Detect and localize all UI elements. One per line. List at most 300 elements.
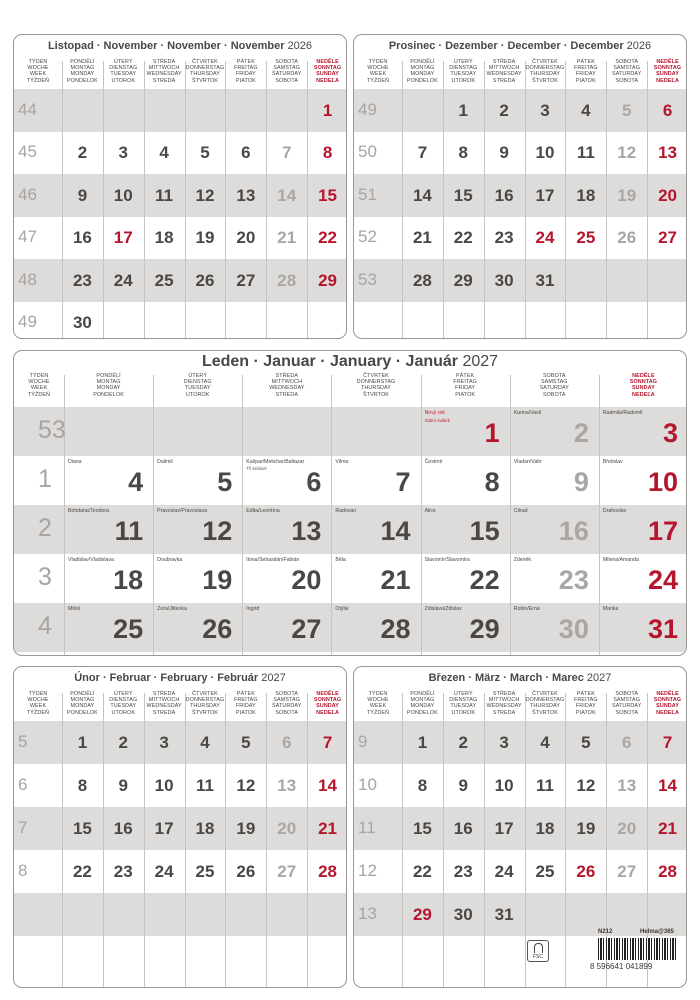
nameday-label: Doubravka	[157, 557, 183, 563]
day-cell[interactable]: 21	[277, 228, 297, 248]
day-cell[interactable]: 28	[318, 862, 338, 881]
day-cell[interactable]: 1	[484, 418, 500, 448]
day-cell[interactable]: 13	[617, 776, 637, 795]
nameday-label: Ingrid	[246, 606, 260, 612]
month-title-names: Listopad · November · November · November	[47, 40, 288, 52]
nameday-label: Dalimil	[157, 459, 173, 465]
nameday-label: Vilma	[335, 459, 349, 465]
week-header-label: WEEK	[369, 71, 387, 78]
nameday-label: Ctirad	[513, 508, 528, 514]
day-header-label: PONDĚLÍ	[96, 373, 121, 379]
day-cell[interactable]: 20	[236, 228, 256, 248]
day-cell[interactable]: 11	[535, 776, 554, 795]
day-header-label: ČTVRTEK	[532, 59, 558, 65]
day-header-label: SAMSTAG	[273, 65, 301, 72]
day-header-label: MONTAG	[410, 697, 435, 704]
day-header-label: FREITAG	[234, 65, 258, 72]
week-header-label: WEEK	[30, 385, 48, 392]
day-cell[interactable]: 22	[412, 862, 432, 881]
day-header-label: NEDĚLE	[316, 691, 339, 697]
day-cell[interactable]: 23	[558, 565, 589, 595]
day-cell[interactable]: 1	[322, 100, 333, 120]
day-header-label: ŠTVRTOK	[532, 77, 558, 84]
day-cell[interactable]: 16	[113, 819, 133, 838]
month-title-names: Březen · März · March · Marec	[428, 672, 587, 684]
day-header-label: TUESDAY	[184, 385, 211, 392]
day-cell[interactable]: 17	[535, 185, 555, 205]
day-header-label: SUNDAY	[316, 71, 339, 78]
day-header-label: SONNTAG	[653, 697, 682, 704]
day-cell[interactable]: 22	[469, 565, 500, 595]
day-header-1	[443, 59, 484, 84]
day-cell[interactable]: 6	[662, 100, 673, 120]
nameday-label: Radovan	[335, 508, 357, 514]
day-cell[interactable]: 2	[499, 100, 509, 120]
day-cell[interactable]: 12	[576, 776, 596, 795]
day-cell[interactable]: 13	[236, 185, 256, 205]
row-band	[14, 89, 347, 132]
day-cell[interactable]: 27	[658, 228, 678, 248]
day-cell[interactable]: 17	[154, 819, 174, 838]
day-cell[interactable]: 27	[291, 614, 322, 644]
day-header-5	[606, 59, 647, 84]
month-panel-dec-2026	[353, 34, 687, 339]
day-header-label: NEDEĽA	[316, 77, 339, 84]
day-header-label: MONDAY	[410, 71, 435, 78]
day-cell[interactable]: 8	[484, 467, 500, 497]
day-cell[interactable]: 24	[494, 862, 514, 881]
day-cell[interactable]: 5	[200, 143, 210, 163]
day-header-5	[266, 691, 307, 716]
day-cell[interactable]: 9	[458, 776, 468, 795]
day-header-label: PONDELOK	[407, 77, 438, 84]
day-header-label: SAMSTAG	[613, 65, 641, 72]
day-cell[interactable]: 7	[395, 467, 411, 497]
day-header-3	[185, 59, 226, 84]
day-header-label: SOBOTA	[275, 709, 299, 716]
day-header-label: PIATOK	[575, 77, 596, 84]
day-cell[interactable]: 28	[380, 614, 411, 644]
month-title-year: 2027	[462, 353, 499, 370]
day-cell[interactable]: 17	[494, 819, 514, 838]
day-cell[interactable]: 24	[647, 565, 678, 595]
day-cell[interactable]: 15	[453, 185, 473, 205]
day-cell[interactable]: 2	[118, 733, 128, 752]
day-header-label: SATURDAY	[539, 385, 569, 392]
day-cell[interactable]: 30	[453, 905, 473, 924]
week-header-label: TÝDEN	[29, 373, 49, 379]
week-number: 46	[18, 184, 37, 204]
day-cell[interactable]: 3	[159, 733, 169, 752]
day-cell[interactable]: 13	[658, 143, 678, 163]
day-cell[interactable]: 29	[318, 270, 338, 290]
day-cell[interactable]: 10	[113, 185, 133, 205]
day-cell[interactable]: 4	[581, 100, 591, 120]
day-cell[interactable]: 14	[380, 516, 411, 546]
day-cell[interactable]: 30	[558, 614, 589, 644]
day-cell[interactable]: 19	[202, 565, 233, 595]
day-cell[interactable]: 13	[291, 516, 322, 546]
day-cell[interactable]: 2	[77, 143, 88, 163]
day-header-label: PÁTEK	[236, 691, 255, 697]
day-cell[interactable]: 3	[499, 733, 509, 752]
week-header-label: TÝŽDEŇ	[366, 77, 390, 84]
day-header-label: ČTVRTEK	[363, 373, 389, 379]
day-header-label: PONDĚLÍ	[70, 59, 95, 65]
day-header-label: FRIDAY	[235, 703, 256, 710]
day-header-label: ŠTVRTOK	[532, 709, 558, 716]
column-divider	[599, 375, 600, 656]
day-header-label: WEDNESDAY	[146, 71, 182, 78]
day-cell[interactable]: 6	[621, 733, 632, 752]
week-header-label: WOCHE	[367, 697, 389, 704]
day-cell[interactable]: 27	[236, 270, 256, 290]
day-cell[interactable]: 4	[200, 733, 210, 752]
day-cell[interactable]: 6	[241, 143, 251, 163]
week-header-label: WOCHE	[28, 379, 50, 386]
day-cell[interactable]: 8	[77, 776, 88, 795]
day-cell[interactable]: 9	[573, 467, 589, 497]
day-cell[interactable]: 6	[306, 467, 322, 497]
day-cell[interactable]: 22	[453, 228, 473, 248]
day-cell[interactable]: 11	[576, 143, 595, 163]
day-cell[interactable]: 11	[155, 185, 174, 205]
day-cell[interactable]: 7	[662, 733, 673, 752]
week-number: 3	[38, 563, 52, 591]
day-header-label: TUESDAY	[450, 703, 477, 710]
week-header-label: TÝŽDEŇ	[26, 709, 50, 716]
day-header-5	[510, 373, 599, 398]
day-cell[interactable]: 12	[202, 516, 233, 546]
month-panel-feb-2027	[13, 666, 347, 988]
nameday-label: Zora/Jitlenka	[157, 606, 187, 612]
month-title	[354, 40, 686, 52]
day-cell[interactable]: 3	[118, 143, 128, 163]
day-header-label: SAMSTAG	[540, 379, 568, 386]
day-header-1	[153, 373, 242, 398]
day-header-label: STREDA	[492, 709, 516, 716]
day-cell[interactable]: 16	[72, 228, 92, 248]
day-header-label: WEDNESDAY	[146, 703, 182, 710]
day-header-4	[225, 59, 266, 84]
day-cell[interactable]: 18	[195, 819, 215, 838]
day-cell[interactable]: 10	[154, 776, 174, 795]
day-header-label: SAMSTAG	[613, 697, 641, 704]
day-cell[interactable]: 19	[576, 819, 596, 838]
day-header-label: NEDĚLE	[656, 691, 679, 697]
column-divider	[331, 375, 332, 656]
day-header-label: FRIDAY	[455, 385, 476, 392]
day-cell[interactable]: 20	[291, 565, 322, 595]
day-header-label: NEDĚLE	[656, 59, 679, 65]
nameday-label: Vladislav/Vladislava	[68, 557, 114, 563]
brand-name: Helma@365	[640, 929, 674, 935]
week-header-label: WOCHE	[27, 65, 49, 72]
day-cell[interactable]: 2	[573, 418, 589, 448]
week-number: 9	[358, 732, 368, 751]
day-cell[interactable]: 20	[277, 819, 297, 838]
day-cell[interactable]: 22	[318, 228, 338, 248]
day-cell[interactable]: 28	[412, 270, 432, 290]
day-cell[interactable]: 8	[458, 143, 468, 163]
nameday-label: Miloš	[68, 606, 81, 612]
day-cell[interactable]: 14	[658, 776, 678, 795]
day-cell[interactable]: 5	[241, 733, 251, 752]
day-cell[interactable]: 11	[114, 516, 144, 546]
day-cell[interactable]: 7	[417, 143, 428, 163]
day-header-label: DIENSTAG	[449, 697, 478, 704]
day-cell[interactable]: 18	[576, 185, 596, 205]
day-header-label: NEDEĽA	[632, 391, 655, 398]
day-header-6	[307, 691, 347, 716]
day-cell[interactable]: 27	[617, 862, 637, 881]
day-cell[interactable]: 6	[281, 733, 292, 752]
fsc-label: FSC	[533, 954, 543, 960]
nameday-label: Kašpar/Melichar/Baltazar	[246, 459, 305, 465]
day-cell[interactable]: 4	[128, 467, 144, 497]
day-header-label: SUNDAY	[316, 703, 339, 710]
day-cell[interactable]: 9	[77, 185, 88, 205]
week-number: 49	[18, 312, 37, 332]
nameday-label: Slavomír/Slavomíra	[424, 557, 470, 563]
day-cell[interactable]: 30	[72, 313, 92, 333]
day-header-label: STREDA	[152, 77, 176, 84]
day-cell[interactable]: 4	[159, 143, 169, 163]
nameday-label: Marika	[602, 606, 619, 612]
day-cell[interactable]: 5	[581, 733, 591, 752]
nameday-label: Nový rok	[424, 410, 446, 416]
day-header-3	[185, 691, 226, 716]
week-header-label: WOCHE	[367, 65, 389, 72]
barcode	[598, 938, 676, 960]
day-cell[interactable]: 14	[277, 185, 297, 205]
day-header-label: MITTWOCH	[271, 379, 303, 386]
day-cell[interactable]: 31	[494, 905, 514, 924]
day-cell[interactable]: 21	[412, 228, 432, 248]
day-header-0	[62, 691, 103, 716]
day-cell[interactable]: 5	[621, 100, 632, 120]
day-cell[interactable]: 22	[72, 862, 92, 881]
day-cell[interactable]: 26	[617, 228, 637, 248]
day-header-label: ŠTVRTOK	[192, 77, 218, 84]
day-cell[interactable]: 26	[236, 862, 256, 881]
day-cell[interactable]: 25	[195, 862, 215, 881]
day-cell[interactable]: 29	[412, 905, 432, 924]
nameday-label: Čestmír	[424, 459, 443, 465]
day-header-label: ÚTERÝ	[453, 691, 473, 697]
week-number: 1	[38, 465, 52, 493]
week-number: 53	[358, 269, 377, 289]
nameday-label: Karina/Vasil	[513, 410, 541, 416]
day-cell[interactable]: 12	[236, 776, 256, 795]
day-header-2	[144, 59, 185, 84]
day-cell[interactable]: 9	[499, 143, 509, 163]
day-cell[interactable]: 10	[647, 467, 678, 497]
day-cell[interactable]: 24	[535, 228, 555, 248]
week-header-label: TÝDEN	[28, 691, 48, 697]
day-cell[interactable]: 25	[576, 228, 596, 248]
day-header-label: PONDĚLÍ	[410, 691, 435, 697]
day-header-label: SATURDAY	[272, 703, 302, 710]
day-header-label: MONTAG	[70, 65, 95, 72]
day-header-label: MONDAY	[410, 703, 435, 710]
day-cell[interactable]: 16	[494, 185, 514, 205]
column-divider	[421, 375, 422, 656]
day-header-6	[647, 59, 687, 84]
day-header-label: TUESDAY	[110, 703, 137, 710]
day-header-label: DIENSTAG	[109, 65, 138, 72]
day-cell[interactable]: 17	[113, 228, 133, 248]
day-cell[interactable]: 28	[277, 270, 297, 290]
day-cell[interactable]: 11	[195, 776, 214, 795]
day-header-label: SONNTAG	[629, 379, 658, 386]
day-header-2	[144, 691, 185, 716]
day-cell[interactable]: 23	[453, 862, 473, 881]
day-cell[interactable]: 20	[658, 185, 678, 205]
day-header-label: FRIDAY	[575, 703, 596, 710]
week-number: 48	[18, 269, 37, 289]
day-header-label: PIATOK	[575, 709, 596, 716]
day-header-0	[402, 59, 443, 84]
day-cell[interactable]: 20	[617, 819, 637, 838]
day-cell[interactable]: 2	[458, 733, 468, 752]
day-cell[interactable]: 3	[540, 100, 550, 120]
day-cell[interactable]: 1	[417, 733, 428, 752]
day-cell[interactable]: 1	[77, 733, 88, 752]
day-cell[interactable]: 13	[277, 776, 297, 795]
day-header-label: ŠTVRTOK	[192, 709, 218, 716]
day-header-label: DIENSTAG	[183, 379, 212, 386]
day-cell[interactable]: 23	[113, 862, 133, 881]
day-cell[interactable]: 31	[535, 270, 555, 290]
day-cell[interactable]: 25	[113, 614, 144, 644]
week-number: 52	[358, 227, 377, 247]
day-cell[interactable]: 8	[322, 143, 333, 163]
day-cell[interactable]: 23	[72, 270, 92, 290]
day-cell[interactable]: 21	[380, 565, 411, 595]
nameday-label: Zdeněk	[513, 557, 532, 563]
day-cell[interactable]: 30	[494, 270, 514, 290]
day-header-3	[331, 373, 420, 398]
day-cell[interactable]: 17	[647, 516, 678, 546]
day-cell[interactable]: 14	[412, 185, 432, 205]
week-number: 45	[18, 142, 37, 162]
day-cell[interactable]: 26	[576, 862, 596, 881]
day-cell[interactable]: 7	[322, 733, 333, 752]
day-cell[interactable]: 4	[540, 733, 550, 752]
day-header-label: PONDELOK	[407, 709, 438, 716]
day-cell[interactable]: 8	[417, 776, 428, 795]
day-cell[interactable]: 10	[535, 143, 555, 163]
day-header-label: NEDĚLE	[316, 59, 339, 65]
day-header-label: FREITAG	[574, 65, 598, 72]
row-band	[14, 893, 347, 936]
day-cell[interactable]: 19	[617, 185, 637, 205]
week-number: 2	[38, 514, 52, 542]
day-cell[interactable]: 14	[318, 776, 338, 795]
day-cell[interactable]: 12	[195, 185, 215, 205]
day-header-label: PONDĚLÍ	[410, 59, 435, 65]
day-cell[interactable]: 24	[113, 270, 133, 290]
week-number: 10	[358, 775, 377, 794]
day-header-4	[565, 59, 606, 84]
day-cell[interactable]: 12	[617, 143, 637, 163]
day-cell[interactable]: 31	[647, 614, 678, 644]
month-title-names: Leden · Januar · January · Január	[201, 353, 463, 370]
day-cell[interactable]: 23	[494, 228, 514, 248]
day-cell[interactable]: 29	[469, 614, 500, 644]
day-cell[interactable]: 25	[535, 862, 555, 881]
day-cell[interactable]: 16	[453, 819, 473, 838]
day-header-label: DONNERSTAG	[185, 65, 225, 72]
day-header-label: SOBOTA	[275, 691, 299, 697]
day-cell[interactable]: 7	[281, 143, 292, 163]
day-cell[interactable]: 1	[458, 100, 468, 120]
column-divider	[242, 375, 243, 656]
day-cell[interactable]: 29	[453, 270, 473, 290]
day-cell[interactable]: 19	[236, 819, 256, 838]
day-cell[interactable]: 16	[558, 516, 589, 546]
day-header-6	[307, 59, 347, 84]
day-cell[interactable]: 18	[154, 228, 174, 248]
day-header-0	[62, 59, 103, 84]
day-header-label: THURSDAY	[529, 71, 561, 78]
week-header-label: TÝŽDEŇ	[366, 709, 390, 716]
nameday-label: Břetislav	[602, 459, 623, 465]
month-title	[354, 672, 686, 684]
month-title-names: Prosinec · Dezember · December · December	[388, 40, 627, 52]
day-cell[interactable]: 28	[658, 862, 678, 881]
fsc-logo	[527, 940, 549, 962]
day-cell[interactable]: 3	[662, 418, 678, 448]
day-header-label: WEDNESDAY	[269, 385, 305, 392]
day-cell[interactable]: 9	[118, 776, 128, 795]
day-cell[interactable]: 27	[277, 862, 297, 881]
day-cell[interactable]: 25	[154, 270, 174, 290]
day-cell[interactable]: 21	[658, 819, 678, 838]
week-number: 47	[18, 227, 37, 247]
day-header-5	[266, 59, 307, 84]
day-cell[interactable]: 15	[412, 819, 432, 838]
day-cell[interactable]: 10	[494, 776, 514, 795]
day-cell[interactable]: 24	[154, 862, 174, 881]
month-title-year: 2026	[626, 40, 652, 52]
day-header-label: ÚTERÝ	[453, 59, 473, 65]
day-cell[interactable]: 15	[72, 819, 92, 838]
week-column-header	[354, 59, 402, 84]
day-header-label: MITTWOCH	[488, 697, 520, 704]
day-cell[interactable]: 19	[195, 228, 215, 248]
day-cell[interactable]: 15	[469, 516, 500, 546]
day-cell[interactable]: 15	[318, 185, 338, 205]
day-cell[interactable]: 26	[195, 270, 215, 290]
month-title-year: 2026	[287, 40, 313, 52]
day-header-5	[606, 691, 647, 716]
day-header-label: STREDA	[492, 77, 516, 84]
day-cell[interactable]: 18	[535, 819, 555, 838]
nameday-label: Běla	[335, 557, 346, 563]
day-cell[interactable]: 21	[318, 819, 338, 838]
day-cell[interactable]: 5	[217, 467, 233, 497]
barcode-number: 8 596641 041899	[590, 962, 653, 971]
week-header-label: WEEK	[29, 703, 47, 710]
day-header-2	[484, 691, 525, 716]
day-cell[interactable]: 18	[113, 565, 144, 595]
day-header-3	[525, 59, 566, 84]
day-header-label: NEDEĽA	[316, 709, 339, 716]
day-header-label: DONNERSTAG	[356, 379, 396, 386]
day-cell[interactable]: 26	[202, 614, 233, 644]
